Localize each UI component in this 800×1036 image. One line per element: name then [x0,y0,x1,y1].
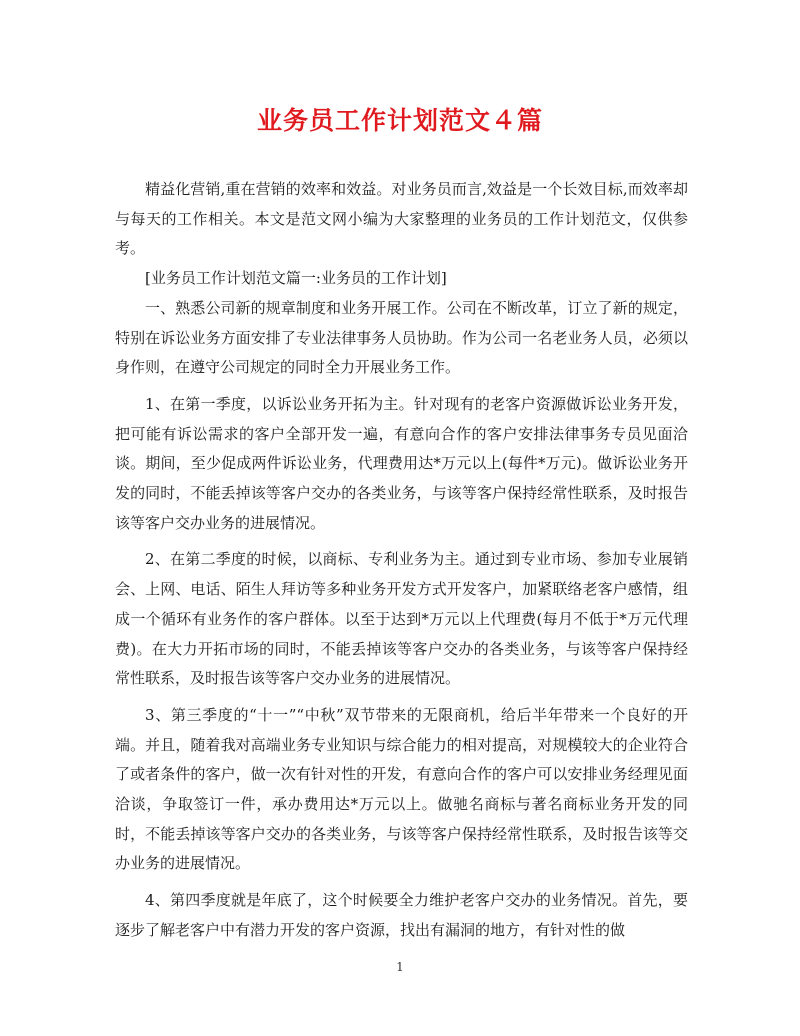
section-heading: [业务员工作计划范文篇一:业务员的工作计划] [145,269,447,288]
paragraph-q2: 2、在第二季度的时候，以商标、专利业务为主。通过到专业市场、参加专业展销会、上网、电话、陌生人拜访等多种业务开发方式开发客户，加紧联络老客户感情，组成一个循环有业务作的客户群体。以至于达到*万元以上代理费(每月不低于*万元代理费)。在大力开拓市场的同时，不能丢掉该等客户交办的各类业务，与该等客户保持经常性联系，及时报告该等客户交办业务的进展情况。 [115,550,688,688]
paragraph-q3: 3、第三季度的“十一”“中秋”双节带来的无限商机，给后半年带来一个良好的开端。并且，随着我对高端业务专业知识与综合能力的相对提高，对规模较大的企业符合了或者条件的客户，做一次有针对性的开发，有意向合作的客户可以安排业务经理见面洽谈，争取签订一件，承办费用达*万元以上。做驰名商标与著名商标业务开发的同时，不能丢掉该等客户交办的各类业务，与该等客户保持经常性联系，及时报告该等交办业务的进展情况。 [115,705,688,873]
page-number: 1 [396,960,404,974]
paragraph-q4: 4、第四季度就是年底了，这个时候要全力维护老客户交办的业务情况。首先，要逐步了解老客户中有潜力开发的客户资源，找出有漏洞的地方，有针对性的做 [115,891,688,939]
document-title: 业务员工作计划范文４篇 [256,106,543,135]
document-body [115,175,688,946]
paragraph-rules: 一、熟悉公司新的规章制度和业务开展工作。公司在不断改革，订立了新的规定，特别在诉讼业务方面安排了专业法律事务人员协助。作为公司一名老业务人员，必须以身作则，在遵守公司规定的同时全力开展业务工作。 [115,298,688,377]
intro-paragraph: 精益化营销,重在营销的效率和效益。对业务员而言,效益是一个长效目标,而效率却与每天的工作相关。本文是范文网小编为大家整理的业务员的工作计划范文，仅供参考。 [115,180,688,258]
paragraph-q1: 1、在第一季度，以诉讼业务开拓为主。针对现有的老客户资源做诉讼业务开发，把可能有诉讼需求的客户全部开发一遍，有意向合作的客户安排法律事务专员见面洽谈。期间，至少促成两件诉讼业务，代理费用达*万元以上(每件*万元)。做诉讼业务开发的同时，不能丢掉该等客户交办的各类业务，与该等客户保持经常性联系，及时报告该等客户交办业务的进展情况。 [115,394,688,532]
